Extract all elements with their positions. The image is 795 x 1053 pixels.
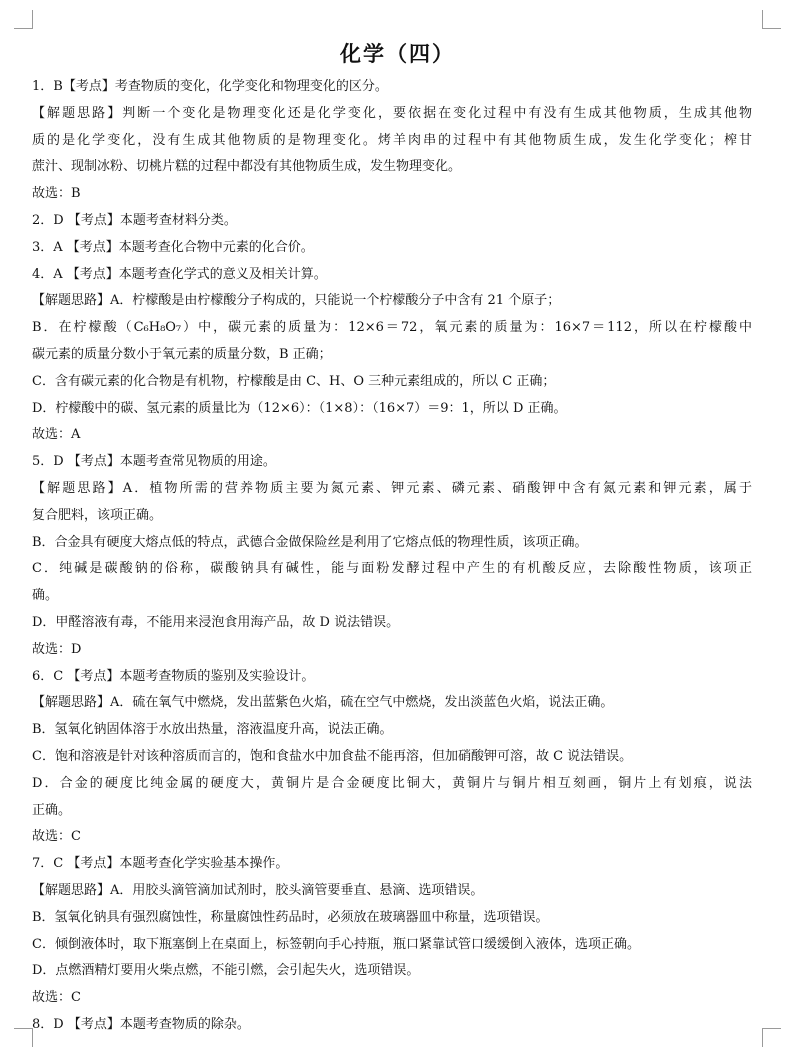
text-line: 5．D 【考点】本题考查常见物质的用途。 xyxy=(32,454,276,470)
text-line: 4．A 【考点】本题考查化学式的意义及相关计算。 xyxy=(32,266,327,282)
text-line: C．饱和溶液是针对该种溶质而言的，饱和食盐水中加食盐不能再溶，但加硝酸钾可溶，故 C 说法错误。 xyxy=(32,748,633,764)
text-line: 故选：D xyxy=(32,641,82,657)
text-line: B．在柠檬酸（C₆H₈O₇）中，碳元素的质量为：12×6＝72，氧元素的质量为：16×7＝112，所以在柠檬酸中 xyxy=(32,320,752,336)
text-line: 质的是化学变化，没有生成其他物质的是物理变化。烤羊肉串的过程中有其他物质生成，发生化学变化；榨甘 xyxy=(32,132,752,148)
text-line: 正确。 xyxy=(32,802,72,818)
text-line: 故选：A xyxy=(32,427,81,443)
text-line: 8．D 【考点】本题考查物质的除杂。 xyxy=(32,1016,250,1032)
text-line: 故选：C xyxy=(32,829,81,845)
text-line: 蔗汁、现制冰粉、切桃片糕的过程中都没有其他物质生成，发生物理变化。 xyxy=(32,159,462,175)
corner-mark-top-right xyxy=(762,10,781,29)
text-line: D．甲醛溶液有毒，不能用来浸泡食用海产品，故 D 说法错误。 xyxy=(32,614,400,630)
corner-mark-bottom-right xyxy=(762,1028,781,1047)
text-line: B．氢氧化钠固体溶于水放出热量，溶液温度升高，说法正确。 xyxy=(32,722,393,738)
text-line: 7．C 【考点】本题考查化学实验基本操作。 xyxy=(32,856,289,872)
text-line: 确。 xyxy=(32,588,59,604)
text-line: C．含有碳元素的化合物是有机物，柠檬酸是由 C、H、O 三种元素组成的，所以 C 正确； xyxy=(32,373,556,389)
text-line: 复合肥料，该项正确。 xyxy=(32,507,163,523)
text-line: 故选：B xyxy=(32,186,81,202)
text-line: 【解题思路】A．柠檬酸是由柠檬酸分子构成的，只能说一个柠檬酸分子中含有 21 个原子； xyxy=(32,293,561,309)
text-line: 【解题思路】A．用胶头滴管滴加试剂时，胶头滴管要垂直、悬滴、选项错误。 xyxy=(32,882,484,898)
text-line: D．柠檬酸中的碳、氢元素的质量比为（12×6）：（1×8）：（16×7）＝9：1，所以 D 正确。 xyxy=(32,400,567,416)
corner-mark-top-left xyxy=(14,10,33,29)
text-line: 【解题思路】A．植物所需的营养物质主要为氮元素、钾元素、磷元素、硝酸钾中含有氮元素和钾元素，属于 xyxy=(32,480,752,496)
answer-content xyxy=(32,74,752,1039)
text-line: 3．A 【考点】本题考查化合物中元素的化合价。 xyxy=(32,239,314,255)
text-line: 故选：C xyxy=(32,990,81,1006)
page-title: 化学（四） xyxy=(340,42,455,66)
text-line: D．点燃酒精灯要用火柴点燃，不能引燃，会引起失火，选项错误。 xyxy=(32,963,420,979)
text-line: 2．D 【考点】本题考查材料分类。 xyxy=(32,212,237,228)
text-line: B．合金具有硬度大熔点低的特点，武德合金做保险丝是利用了它熔点低的物理性质，该项正确。 xyxy=(32,534,588,550)
text-line: D．合金的硬度比纯金属的硬度大，黄铜片是合金硬度比铜大，黄铜片与铜片相互刻画，铜片上有划痕，说法 xyxy=(32,775,752,791)
corner-mark-bottom-left xyxy=(14,1028,33,1047)
text-line: B．氢氧化钠具有强烈腐蚀性，称量腐蚀性药品时，必须放在玻璃器皿中称量，选项错误。 xyxy=(32,909,549,925)
text-line: 【解题思路】A．硫在氧气中燃烧，发出蓝紫色火焰，硫在空气中燃烧，发出淡蓝色火焰，说法正确。 xyxy=(32,695,614,711)
text-line: C．倾倒液体时，取下瓶塞倒上在桌面上，标签朝向手心持瓶，瓶口紧靠试管口缓缓倒入液体，选项正确。 xyxy=(32,936,640,952)
text-line: C．纯碱是碳酸钠的俗称，碳酸钠具有碱性，能与面粉发酵过程中产生的有机酸反应，去除酸性物质，该项正 xyxy=(32,561,752,577)
text-line: 1．B【考点】考查物质的变化，化学变化和物理变化的区分。 xyxy=(32,79,388,94)
text-line: 6．C 【考点】本题考查物质的鉴别及实验设计。 xyxy=(32,668,315,684)
text-line: 【解题思路】判断一个变化是物理变化还是化学变化，要依据在变化过程中有没有生成其他物质，生成其他物 xyxy=(32,105,752,121)
text-line: 碳元素的质量分数小于氧元素的质量分数，B 正确； xyxy=(32,346,332,362)
